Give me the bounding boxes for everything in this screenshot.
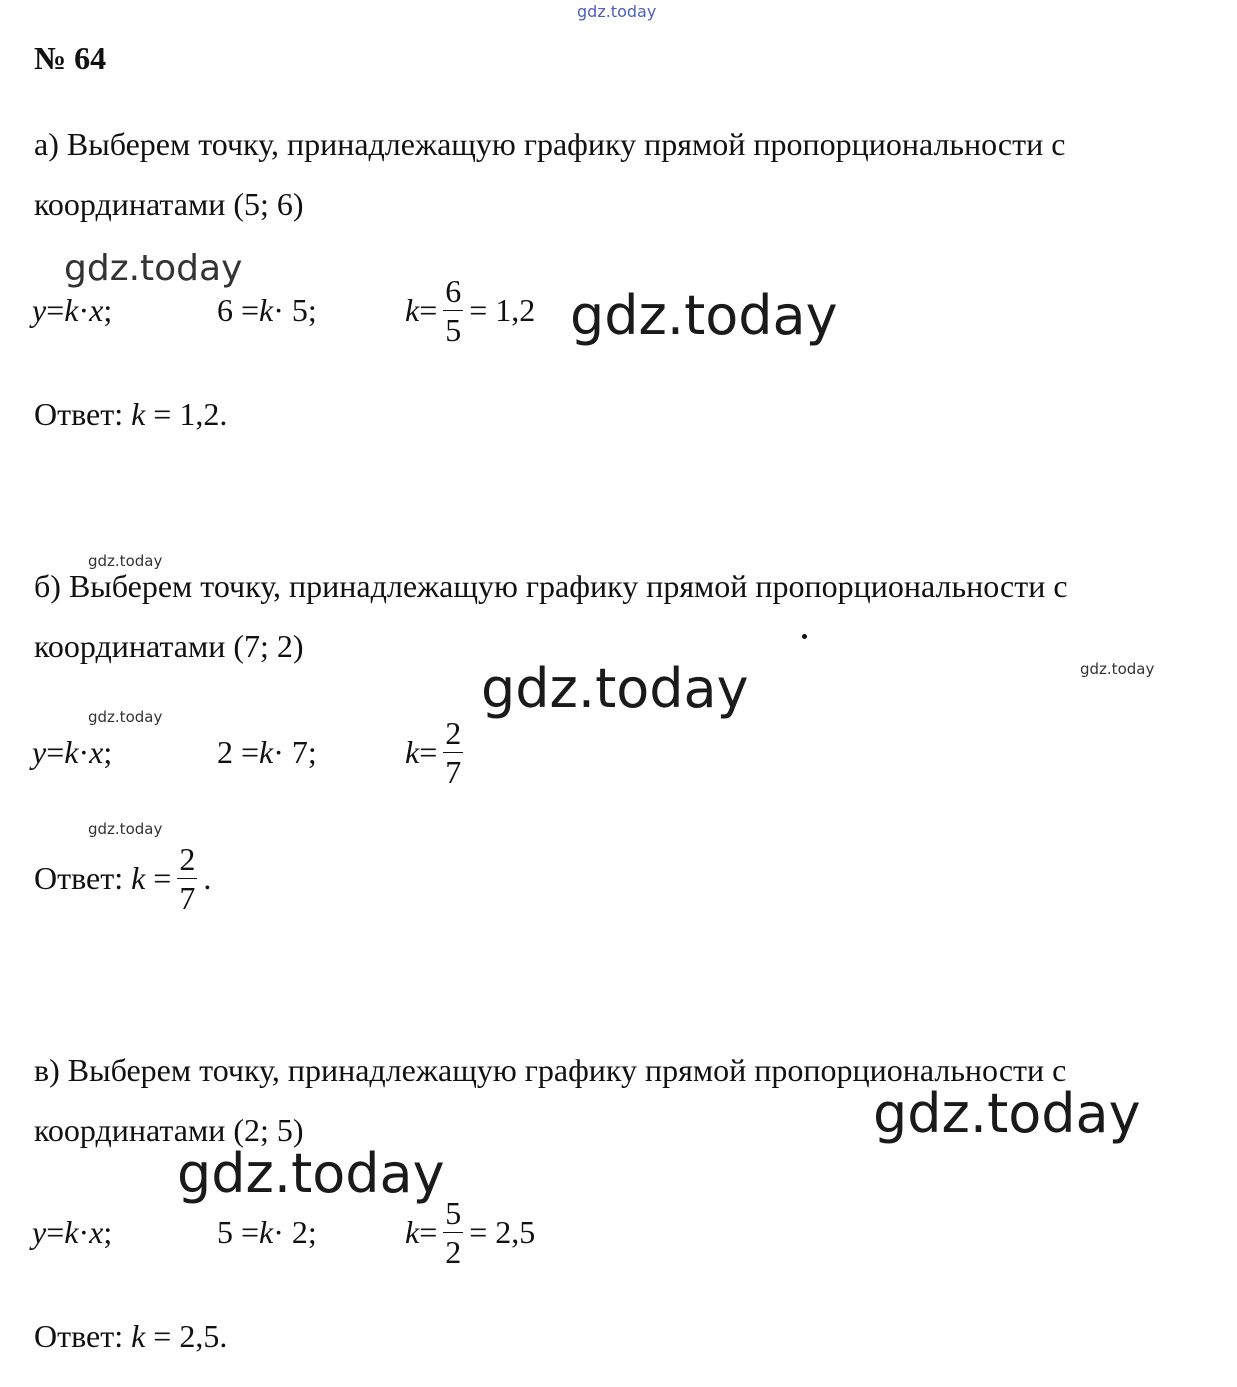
problem-number: № 64 [34,40,107,76]
part-b-equation-3 [405,712,469,792]
var-k: k [64,733,79,770]
part-a-answer [34,396,227,433]
op: · [78,733,90,770]
op: · [78,291,90,328]
op: = [46,1213,65,1250]
fraction [177,840,197,916]
op: = [46,291,65,328]
expr: · 5; [273,291,317,328]
var-k: k [405,1213,420,1250]
part-c-intro-line2: координатами (2; 5) [34,1112,304,1148]
var-k: k [131,859,146,896]
part-b-answer [34,838,211,918]
op: ; [103,291,113,328]
denominator: 5 [445,311,462,348]
result: = 2,5 [469,1213,536,1250]
watermark: gdz.today [873,1082,1141,1145]
expr: · 2; [273,1213,317,1250]
part-c-equation-2 [217,1192,317,1272]
var-k: k [131,396,146,432]
answer-label: Ответ: [34,859,132,896]
op: = [46,733,65,770]
op: = [145,859,172,896]
stray-dot [802,634,807,639]
var-y: y [32,733,47,770]
answer-label: Ответ: [34,1318,132,1354]
part-c-answer [34,1318,227,1355]
expr: 2 = [217,733,260,770]
var-k: k [131,1318,146,1354]
numerator: 2 [445,714,462,751]
var-k: k [64,291,79,328]
denominator: 2 [445,1233,462,1270]
watermark: gdz.today [177,1142,445,1205]
expr: · 7; [273,733,317,770]
answer-value: = 1,2. [145,396,228,432]
denominator: 7 [445,753,462,790]
part-a-intro-line1: а) Выберем точку, принадлежащую графику прямой пропорциональности с [34,126,1066,162]
numerator: 6 [445,272,462,309]
op: = [419,1213,438,1250]
var-y: y [32,1213,47,1250]
var-k: k [64,1213,79,1250]
part-b-intro-line2: координатами (7; 2) [34,628,304,664]
part-a-intro-line2: координатами (5; 6) [34,186,304,222]
part-b-equation-2 [217,712,317,792]
watermark: gdz.today [88,820,163,838]
var-k: k [259,1213,274,1250]
part-c-equation-1 [32,1192,112,1272]
denominator: 7 [179,879,196,916]
expr: 5 = [217,1213,260,1250]
var-x: x [89,1213,104,1250]
fraction [443,272,463,348]
op: = [419,291,438,328]
var-k: k [259,733,274,770]
op: ; [103,1213,113,1250]
var-y: y [32,291,47,328]
answer-value: = 2,5. [145,1318,228,1354]
watermark: gdz.today [88,552,163,570]
fraction [443,1194,463,1270]
watermark-top: gdz.today [577,2,657,21]
var-x: x [89,291,104,328]
result: = 1,2 [469,291,536,328]
numerator: 5 [445,1194,462,1231]
watermark: gdz.today [481,657,749,720]
fraction [443,714,463,790]
watermark: gdz.today [1080,660,1155,678]
part-c-intro-line1: в) Выберем точку, принадлежащую графику прямой пропорциональности с [34,1052,1067,1088]
op: = [419,733,438,770]
op: · [78,1213,90,1250]
expr: 6 = [217,291,260,328]
part-a-equation-1 [32,270,112,350]
watermark: gdz.today [570,284,838,347]
part-b-equation-1 [32,712,112,792]
period: . [203,859,212,896]
part-a-equation-3 [405,270,535,350]
var-k: k [405,291,420,328]
part-b-intro-line1: б) Выберем точку, принадлежащую графику прямой пропорциональности с [34,568,1068,604]
watermark: gdz.today [88,708,163,726]
var-k: k [259,291,274,328]
answer-label: Ответ: [34,396,132,432]
part-c-equation-3 [405,1192,535,1272]
op: ; [103,733,113,770]
var-x: x [89,733,104,770]
watermark: gdz.today [64,248,243,289]
var-k: k [405,733,420,770]
part-a-equation-2 [217,270,317,350]
numerator: 2 [179,840,196,877]
